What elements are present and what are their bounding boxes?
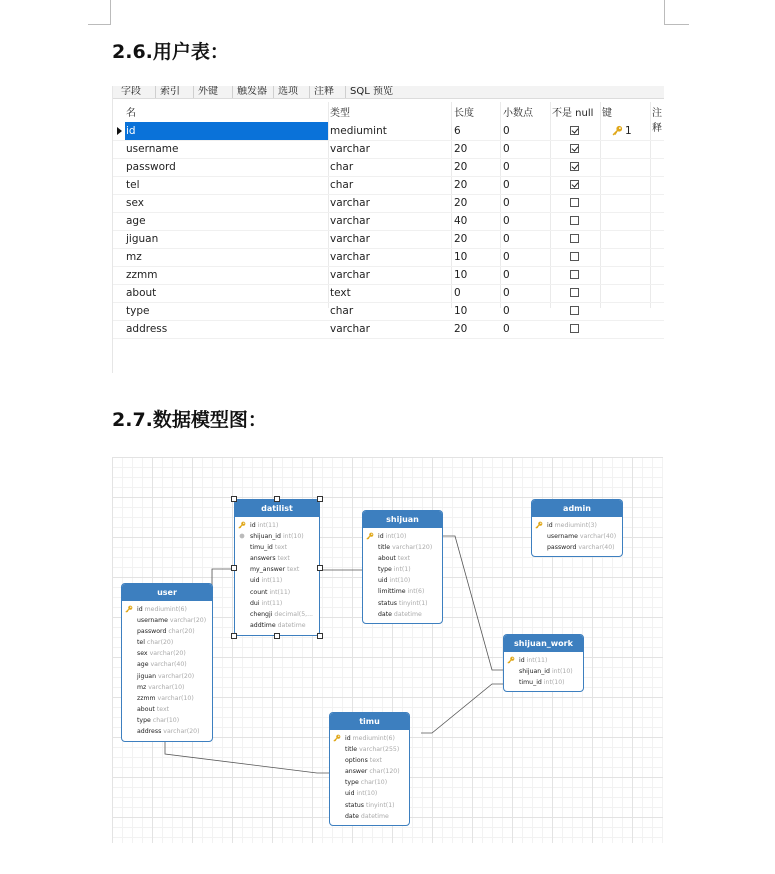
entity-field[interactable] — [330, 755, 409, 766]
field-type: int(1) — [393, 566, 411, 574]
field-name[interactable]: sex — [126, 197, 144, 209]
field-row[interactable] — [113, 302, 664, 321]
field-row[interactable] — [113, 284, 664, 303]
field-name: timu_id — [250, 544, 273, 552]
field-name: shijuan_id — [250, 533, 281, 541]
not-null-checkbox[interactable] — [570, 324, 579, 333]
field-name[interactable]: type — [126, 305, 150, 317]
not-null-checkbox[interactable] — [570, 126, 579, 135]
field-type: char(20) — [168, 628, 195, 636]
field-row[interactable] — [113, 266, 664, 285]
entity-field[interactable] — [122, 648, 212, 659]
field-row[interactable] — [113, 212, 664, 231]
field-length[interactable]: 10 — [454, 269, 468, 281]
field-type: text — [397, 555, 411, 563]
not-null-checkbox[interactable] — [570, 270, 579, 279]
field-name: answer — [345, 768, 368, 776]
field-type[interactable]: varchar — [330, 197, 370, 209]
field-name: type — [345, 779, 359, 787]
tab-options[interactable]: 选项 — [273, 86, 298, 98]
crop-mark-left — [88, 0, 111, 25]
field-name: limittime — [378, 588, 406, 596]
field-name: shijuan_id — [519, 668, 550, 676]
field-row[interactable] — [113, 320, 664, 339]
field-type[interactable]: varchar — [330, 143, 370, 155]
section-heading-user-table: 2.6.用户表： — [112, 41, 229, 63]
entity-field[interactable] — [363, 564, 442, 575]
entity-field[interactable] — [504, 677, 583, 688]
field-type: text — [274, 544, 288, 552]
field-type: varchar(255) — [359, 746, 400, 754]
field-name: count — [250, 588, 268, 596]
field-type[interactable]: char — [330, 305, 354, 317]
entity-title: admin — [532, 500, 622, 517]
field-name: username — [137, 617, 168, 625]
field-type[interactable]: varchar — [330, 233, 370, 245]
entity-field[interactable] — [122, 671, 212, 682]
entity-field[interactable] — [532, 542, 622, 553]
field-name: username — [547, 533, 578, 541]
column-header-length: 长度 — [454, 108, 474, 119]
field-type: text — [156, 705, 170, 713]
entity-datilist[interactable] — [234, 499, 320, 636]
field-grid-screenshot — [112, 86, 664, 373]
field-type: varchar(20) — [149, 650, 186, 658]
entity-field[interactable] — [235, 620, 319, 631]
field-type: mediumint(6) — [144, 606, 187, 613]
primary-key-icon — [333, 734, 341, 742]
field-type: int(11) — [269, 588, 291, 596]
field-name: tel — [137, 639, 145, 647]
column-header-name: 名 — [126, 108, 136, 119]
field-name: id — [378, 533, 384, 540]
field-length[interactable]: 20 — [454, 323, 468, 335]
entity-field[interactable] — [330, 811, 409, 822]
entity-field[interactable] — [532, 531, 622, 542]
field-name: options — [345, 757, 368, 765]
primary-key-icon — [535, 521, 543, 529]
field-decimal[interactable]: 0 — [503, 143, 510, 155]
section-heading-data-model: 2.7.数据模型图： — [112, 409, 267, 431]
field-name: about — [137, 705, 155, 713]
entity-title: user — [122, 584, 212, 601]
field-name: uid — [250, 577, 260, 585]
field-name: my_answer — [250, 566, 286, 574]
entity-field[interactable] — [330, 800, 409, 811]
field-type[interactable]: char — [330, 179, 354, 191]
entity-title: datilist — [235, 500, 319, 517]
field-name: password — [137, 628, 167, 636]
field-name: id — [345, 735, 351, 742]
field-row[interactable] — [113, 248, 664, 267]
entity-field[interactable] — [235, 542, 319, 553]
field-length[interactable]: 20 — [454, 233, 468, 245]
tab-comment[interactable]: 注释 — [309, 86, 334, 98]
entity-shijuan[interactable] — [362, 510, 443, 624]
not-null-checkbox[interactable] — [570, 180, 579, 189]
field-row[interactable] — [113, 194, 664, 213]
entity-user[interactable] — [121, 583, 213, 742]
entity-field[interactable] — [122, 682, 212, 693]
field-decimal[interactable]: 0 — [503, 179, 510, 191]
entity-field[interactable] — [363, 598, 442, 609]
entity-field[interactable] — [504, 666, 583, 677]
field-type: int(10) — [551, 668, 573, 676]
entity-admin[interactable] — [531, 499, 623, 557]
field-type: varchar(40) — [150, 661, 187, 669]
field-decimal[interactable]: 0 — [503, 161, 510, 173]
not-null-checkbox[interactable] — [570, 306, 579, 315]
field-length[interactable]: 20 — [454, 161, 468, 173]
field-name: jiguan — [137, 672, 157, 680]
field-type: varchar(20) — [169, 617, 207, 625]
field-name: timu_id — [519, 679, 542, 687]
entity-field[interactable] — [532, 520, 622, 531]
field-name[interactable]: username — [126, 143, 179, 155]
field-name: addtime — [250, 621, 276, 629]
entity-title: shijuan — [363, 511, 442, 528]
field-type: int(11) — [261, 599, 283, 607]
entity-field[interactable] — [363, 542, 442, 553]
not-null-checkbox[interactable] — [570, 198, 579, 207]
entity-field[interactable] — [330, 733, 409, 744]
field-name: age — [137, 661, 149, 669]
entity-field[interactable] — [330, 777, 409, 788]
field-name: id — [519, 657, 525, 664]
entity-field[interactable] — [363, 609, 442, 620]
field-type[interactable]: varchar — [330, 215, 370, 227]
entity-field[interactable] — [235, 531, 319, 542]
tab-indexes[interactable]: 索引 — [155, 86, 180, 98]
field-name: id — [137, 606, 143, 613]
field-decimal[interactable]: 0 — [503, 323, 510, 335]
field-length[interactable]: 20 — [454, 179, 468, 191]
key-order: 1 — [625, 125, 632, 137]
field-type: varchar(40) — [579, 533, 617, 541]
field-type: text — [277, 555, 290, 563]
field-name[interactable]: mz — [126, 251, 142, 263]
entity-field[interactable] — [235, 609, 319, 620]
field-name: password — [547, 544, 577, 552]
field-type: char(10) — [360, 779, 388, 787]
field-decimal[interactable]: 0 — [503, 305, 510, 317]
field-length[interactable]: 6 — [454, 125, 461, 137]
entity-title: timu — [330, 713, 409, 730]
resize-handle[interactable] — [317, 496, 323, 502]
field-type: tinyint(1) — [365, 801, 395, 809]
column-header-comment: 注释 — [652, 108, 662, 134]
field-name: about — [378, 555, 396, 563]
field-name: answers — [250, 555, 276, 563]
field-type: char(120) — [369, 768, 400, 776]
field-name: chengji — [250, 610, 273, 618]
primary-key-icon — [125, 605, 133, 613]
resize-handle[interactable] — [231, 496, 237, 502]
entity-shijuan-work[interactable] — [503, 634, 584, 692]
field-type: text — [369, 757, 382, 765]
field-name: address — [137, 728, 162, 736]
field-name[interactable]: about — [126, 287, 157, 299]
tab-fields[interactable]: 字段 — [121, 86, 141, 97]
resize-handle[interactable] — [231, 565, 237, 571]
field-length[interactable]: 20 — [454, 197, 468, 209]
field-name: id — [547, 522, 553, 529]
foreign-key-icon — [238, 532, 246, 540]
field-length[interactable]: 20 — [454, 143, 468, 155]
primary-key-icon — [238, 521, 246, 529]
field-type: int(10) — [385, 533, 407, 540]
field-name[interactable]: address — [126, 323, 168, 335]
field-type: text — [287, 566, 300, 574]
field-type: int(11) — [526, 657, 548, 664]
selected-cell-highlight — [125, 122, 328, 140]
field-name[interactable]: password — [126, 161, 176, 173]
field-type: varchar(20) — [157, 672, 195, 680]
field-row[interactable] — [113, 158, 664, 177]
field-type[interactable]: varchar — [330, 269, 370, 281]
field-type[interactable]: varchar — [330, 323, 370, 335]
field-name: title — [378, 544, 391, 552]
entity-field[interactable] — [363, 575, 442, 586]
entity-field[interactable] — [363, 531, 442, 542]
field-name: date — [345, 812, 359, 820]
relation-timu-shijuan-work — [421, 684, 503, 733]
entity-field[interactable] — [330, 744, 409, 755]
relation-user-datilist — [212, 569, 234, 589]
field-decimal[interactable]: 0 — [503, 233, 510, 245]
relation-user-timu — [165, 742, 329, 773]
field-type: tinyint(1) — [398, 599, 428, 607]
entity-field[interactable] — [235, 598, 319, 609]
field-type: datetime — [393, 610, 422, 618]
column-header-not-null: 不是 null — [552, 108, 594, 119]
field-name[interactable]: tel — [126, 179, 140, 191]
resize-handle[interactable] — [274, 496, 280, 502]
resize-handle[interactable] — [274, 633, 280, 639]
not-null-checkbox[interactable] — [570, 162, 579, 171]
field-name: id — [250, 522, 256, 529]
designer-tabs — [113, 86, 664, 99]
entity-field[interactable] — [122, 704, 212, 715]
crop-mark-right — [664, 0, 689, 25]
entity-field[interactable] — [122, 659, 212, 670]
field-type: datetime — [360, 812, 389, 820]
entity-field[interactable] — [235, 564, 319, 575]
entity-field[interactable] — [122, 693, 212, 704]
field-type: varchar(40) — [578, 544, 615, 552]
entity-field[interactable] — [235, 553, 319, 564]
field-type: int(11) — [261, 577, 283, 585]
field-type: decimal(5,... — [274, 610, 314, 618]
column-header-decimal: 小数点 — [503, 108, 533, 119]
field-type: char(20) — [146, 639, 174, 647]
field-type: int(10) — [389, 577, 411, 585]
entity-field[interactable] — [330, 788, 409, 799]
field-type: int(10) — [282, 533, 304, 541]
field-type: int(11) — [257, 522, 279, 529]
field-type: varchar(10) — [157, 694, 194, 702]
current-row-arrow-icon — [117, 127, 122, 135]
field-type[interactable]: varchar — [330, 251, 370, 263]
column-header-key: 键 — [602, 108, 612, 119]
not-null-checkbox[interactable] — [570, 252, 579, 261]
entity-field[interactable] — [235, 587, 319, 598]
tab-foreign-keys[interactable]: 外键 — [193, 86, 218, 98]
entity-field[interactable] — [122, 615, 212, 626]
resize-handle[interactable] — [317, 633, 323, 639]
field-length[interactable]: 10 — [454, 305, 468, 317]
field-type: int(10) — [356, 790, 378, 798]
field-name: type — [137, 716, 151, 724]
field-name: sex — [137, 650, 148, 658]
field-length[interactable]: 10 — [454, 251, 468, 263]
entity-field[interactable] — [235, 575, 319, 586]
field-name[interactable]: id — [126, 125, 136, 137]
field-name: uid — [378, 577, 388, 585]
field-type: datetime — [277, 621, 306, 629]
not-null-checkbox[interactable] — [570, 144, 579, 153]
resize-handle[interactable] — [317, 565, 323, 571]
field-name: dui — [250, 599, 260, 607]
field-decimal[interactable]: 0 — [503, 197, 510, 209]
field-name: title — [345, 746, 358, 754]
field-row[interactable] — [113, 230, 664, 249]
field-decimal[interactable]: 0 — [503, 215, 510, 227]
field-name: status — [345, 801, 365, 809]
entity-field[interactable] — [235, 520, 319, 531]
field-name: uid — [345, 790, 355, 798]
entity-field[interactable] — [363, 586, 442, 597]
field-type: char(10) — [152, 716, 180, 724]
entity-field[interactable] — [363, 553, 442, 564]
field-name[interactable]: zzmm — [126, 269, 158, 281]
entity-timu[interactable] — [329, 712, 410, 826]
field-decimal[interactable]: 0 — [503, 287, 510, 299]
field-name[interactable]: jiguan — [126, 233, 159, 245]
tab-triggers[interactable]: 触发器 — [232, 86, 267, 98]
field-name: date — [378, 610, 392, 618]
field-type: int(10) — [543, 679, 565, 687]
field-row[interactable] — [113, 176, 664, 195]
field-type: varchar(20) — [163, 728, 200, 736]
entity-field[interactable] — [122, 637, 212, 648]
field-type[interactable]: mediumint — [330, 125, 387, 137]
entity-field[interactable] — [122, 715, 212, 726]
field-type: varchar(120) — [392, 544, 433, 552]
primary-key-icon — [612, 125, 623, 139]
resize-handle[interactable] — [231, 633, 237, 639]
field-name: mz — [137, 683, 147, 691]
column-header-type: 类型 — [330, 108, 350, 119]
field-name[interactable]: age — [126, 215, 146, 227]
not-null-checkbox[interactable] — [570, 234, 579, 243]
field-decimal[interactable]: 0 — [503, 269, 510, 281]
entity-title: shijuan_work — [504, 635, 583, 652]
not-null-checkbox[interactable] — [570, 216, 579, 225]
field-row[interactable] — [113, 140, 664, 159]
field-type: varchar(10) — [148, 683, 185, 691]
entity-field[interactable] — [330, 766, 409, 777]
entity-field[interactable] — [122, 726, 212, 737]
field-name: zzmm — [137, 694, 156, 702]
primary-key-icon — [366, 532, 374, 540]
entity-field[interactable] — [504, 655, 583, 666]
field-length[interactable]: 40 — [454, 215, 468, 227]
field-type: int(6) — [407, 588, 425, 596]
field-row[interactable] — [113, 122, 664, 141]
field-type: mediumint(6) — [352, 735, 395, 742]
er-diagram — [112, 457, 663, 843]
field-type[interactable]: text — [330, 287, 351, 299]
entity-field[interactable] — [122, 604, 212, 615]
field-length[interactable]: 0 — [454, 287, 461, 299]
field-name: type — [378, 566, 392, 574]
tab-sql-preview[interactable]: SQL 预览 — [345, 86, 393, 98]
relation-shijuan-shijuan-work — [443, 536, 503, 670]
field-type[interactable]: char — [330, 161, 354, 173]
primary-key-icon — [507, 656, 515, 664]
field-decimal[interactable]: 0 — [503, 125, 510, 137]
field-decimal[interactable]: 0 — [503, 251, 510, 263]
entity-field[interactable] — [122, 626, 212, 637]
field-name: status — [378, 599, 398, 607]
field-type: mediumint(3) — [554, 522, 597, 529]
not-null-checkbox[interactable] — [570, 288, 579, 297]
